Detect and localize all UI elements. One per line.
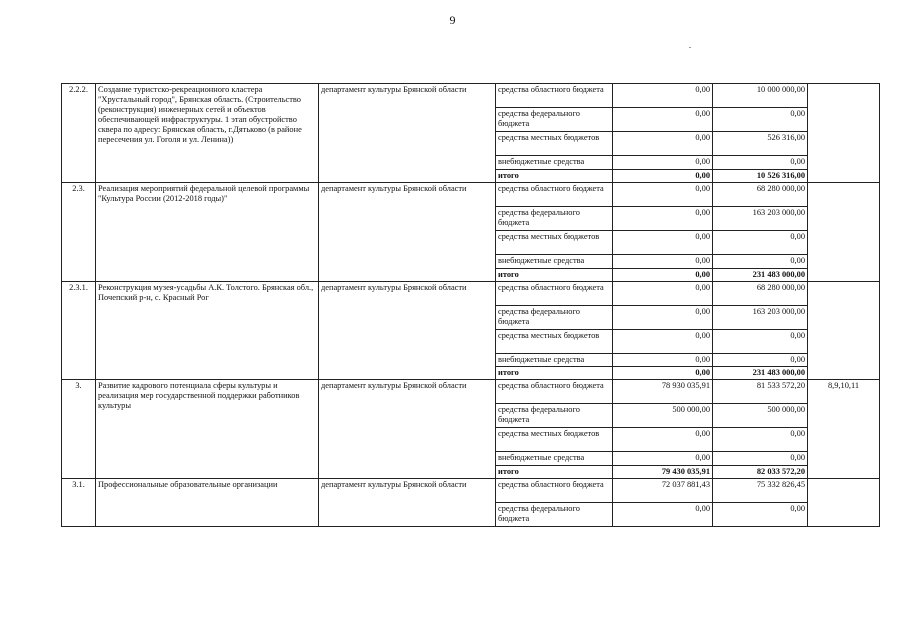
page-number: 9 (449, 13, 456, 27)
amount-1: 0,00 (613, 183, 713, 207)
funding-source: средства областного бюджета (496, 84, 613, 108)
table-row (62, 183, 880, 207)
amount-2: 0,00 (713, 108, 808, 132)
amount-1: 0,00 (613, 503, 713, 527)
amount-2: 0,00 (713, 503, 808, 527)
amount-1: 0,00 (613, 452, 713, 466)
amount-2: 0,00 (713, 231, 808, 255)
item-executor: департамент культуры Брянской области (319, 282, 496, 380)
item-name: Реконструкция музея-усадьбы А.К. Толстого. Брянская обл., Почепский р-н, с. Красный Рог (96, 282, 319, 380)
item-executor: департамент культуры Брянской области (319, 183, 496, 282)
amount-2: 0,00 (713, 428, 808, 452)
scan-speck (689, 47, 691, 48)
amount-2: 68 280 000,00 (713, 282, 808, 306)
item-executor: департамент культуры Брянской области (319, 380, 496, 479)
amount-1: 78 930 035,91 (613, 380, 713, 404)
amount-1: 72 037 881,43 (613, 479, 713, 503)
amount-2: 75 332 826,45 (713, 479, 808, 503)
funding-source: итого (496, 367, 613, 380)
funding-source: итого (496, 170, 613, 183)
funding-source: средства областного бюджета (496, 282, 613, 306)
amount-2: 0,00 (713, 354, 808, 367)
indicator-numbers (808, 183, 880, 282)
funding-source: средства областного бюджета (496, 479, 613, 503)
amount-2: 0,00 (713, 452, 808, 466)
funding-source: внебюджетные средства (496, 452, 613, 466)
amount-2: 163 203 000,00 (713, 207, 808, 231)
item-name: Создание туристско-рекреационного кластера "Хрустальный город", Брянская область. (Строительство (реконструкция) инженерных сетей и объектов обеспечивающей инфраструктуры. 1 этап обустройство сквера по адресу: Брянская область, г.Дятьково (в районе пересечения ул. Гоголя и ул. Ленина)) (96, 84, 319, 183)
funding-source: средства федерального бюджета (496, 207, 613, 231)
amount-2: 68 280 000,00 (713, 183, 808, 207)
amount-1: 0,00 (613, 132, 713, 156)
funding-source: средства федерального бюджета (496, 404, 613, 428)
amount-1: 0,00 (613, 428, 713, 452)
amount-1: 0,00 (613, 84, 713, 108)
amount-1: 0,00 (613, 108, 713, 132)
item-executor: департамент культуры Брянской области (319, 479, 496, 527)
funding-source: средства местных бюджетов (496, 330, 613, 354)
funding-source: итого (496, 466, 613, 479)
amount-1: 500 000,00 (613, 404, 713, 428)
table-row (62, 282, 880, 306)
indicator-numbers (808, 84, 880, 183)
funding-source: средства федерального бюджета (496, 108, 613, 132)
funding-source: внебюджетные средства (496, 255, 613, 269)
funding-source: средства федерального бюджета (496, 306, 613, 330)
funding-source: средства федерального бюджета (496, 503, 613, 527)
funding-source: внебюджетные средства (496, 156, 613, 170)
amount-2: 81 533 572,20 (713, 380, 808, 404)
funding-source: средства местных бюджетов (496, 231, 613, 255)
amount-1: 0,00 (613, 306, 713, 330)
amount-2: 0,00 (713, 255, 808, 269)
amount-1: 0,00 (613, 207, 713, 231)
amount-2: 231 483 000,00 (713, 367, 808, 380)
amount-1: 79 430 035,91 (613, 466, 713, 479)
item-code: 2.3.1. (62, 282, 96, 380)
amount-1: 0,00 (613, 354, 713, 367)
amount-2: 526 316,00 (713, 132, 808, 156)
item-name: Профессиональные образовательные организации (96, 479, 319, 527)
amount-1: 0,00 (613, 156, 713, 170)
item-code: 3.1. (62, 479, 96, 527)
funding-source: средства местных бюджетов (496, 428, 613, 452)
amount-2: 0,00 (713, 330, 808, 354)
amount-2: 10 000 000,00 (713, 84, 808, 108)
funding-source: средства областного бюджета (496, 380, 613, 404)
item-name: Развитие кадрового потенциала сферы культуры и реализация мер государственной поддержки работников культуры (96, 380, 319, 479)
amount-1: 0,00 (613, 282, 713, 306)
table-row (62, 380, 880, 404)
amount-2: 163 203 000,00 (713, 306, 808, 330)
indicator-numbers (808, 479, 880, 527)
amount-1: 0,00 (613, 330, 713, 354)
funding-source: внебюджетные средства (496, 354, 613, 367)
funding-source: средства местных бюджетов (496, 132, 613, 156)
amount-1: 0,00 (613, 255, 713, 269)
amount-1: 0,00 (613, 170, 713, 183)
table-row (62, 84, 880, 108)
funding-source: итого (496, 269, 613, 282)
amount-2: 10 526 316,00 (713, 170, 808, 183)
amount-2: 82 033 572,20 (713, 466, 808, 479)
amount-1: 0,00 (613, 367, 713, 380)
amount-1: 0,00 (613, 269, 713, 282)
item-name: Реализация мероприятий федеральной целевой программы "Культура России (2012-2018 годы)" (96, 183, 319, 282)
budget-table (61, 83, 880, 527)
amount-1: 0,00 (613, 231, 713, 255)
amount-2: 500 000,00 (713, 404, 808, 428)
item-code: 3. (62, 380, 96, 479)
table-body (62, 84, 880, 527)
amount-2: 231 483 000,00 (713, 269, 808, 282)
item-executor: департамент культуры Брянской области (319, 84, 496, 183)
item-code: 2.2.2. (62, 84, 96, 183)
table-row (62, 479, 880, 503)
item-code: 2.3. (62, 183, 96, 282)
indicator-numbers: 8,9,10,11 (808, 380, 880, 479)
funding-source: средства областного бюджета (496, 183, 613, 207)
indicator-numbers (808, 282, 880, 380)
amount-2: 0,00 (713, 156, 808, 170)
